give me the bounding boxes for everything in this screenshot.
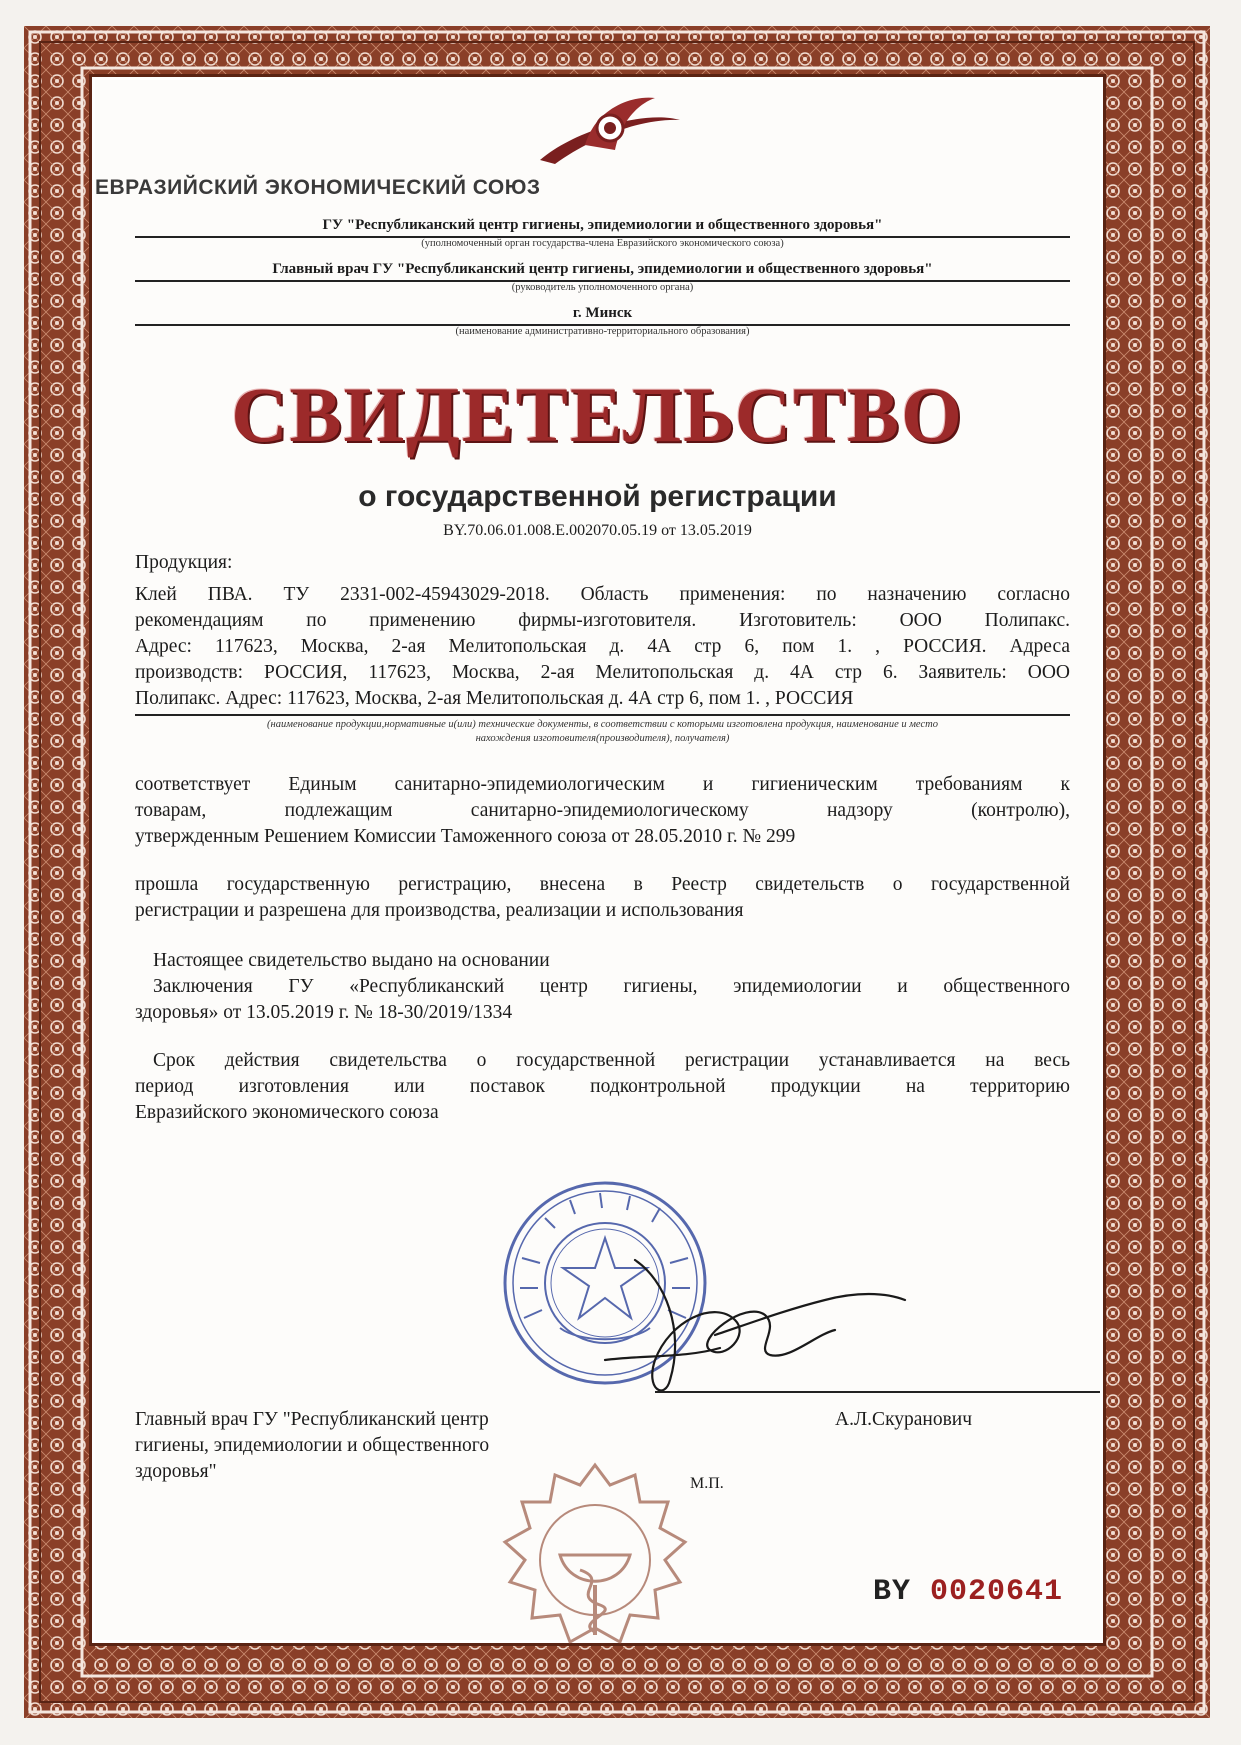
conformity-line: утвержденным Решением Комиссии Таможенного союза от 28.05.2010 г. № 299 [135, 826, 796, 847]
basis-line: Заключения ГУ «Республиканский центр гигиены, эпидемиологии и общественного [153, 976, 1070, 997]
validity-line: период изготовления или поставок подконтрольной продукции на территорию [135, 1076, 1070, 1097]
city: г. Минск [572, 305, 633, 321]
authority-head: Главный врач ГУ "Республиканский центр гигиены, эпидемиологии и общественного здоровья" [272, 261, 933, 277]
product-line: рекомендациям по применению фирмы-изготовителя. Изготовитель: ООО Полипакс. [135, 610, 1070, 631]
signatory-name: А.Л.Скуранович [835, 1409, 973, 1430]
certificate-title: СВИДЕТЕЛЬСТВО [231, 371, 964, 458]
stamp-place: М.П. [690, 1475, 724, 1492]
registration-text [135, 872, 1070, 924]
registration-line: регистрации и разрешена для производства, реализации и использования [135, 900, 744, 921]
product-line: Адрес: 117623, Москва, 2-ая Мелитопольская д. 4А стр 6, пом 1. , РОССИЯ. Адреса [135, 636, 1070, 657]
head-caption: (руководитель уполномоченного органа) [511, 282, 694, 293]
signatory-position-line: гигиены, эпидемиологии и общественного [135, 1435, 490, 1456]
signature-icon [595, 1240, 915, 1410]
product-caption-line: (наименование продукции,нормативные и(или) технические документы, в соответствии с которыми изготовлена продукция, наименование и место [267, 719, 938, 730]
serial-digits: 0020641 [930, 1575, 1064, 1609]
signatory-position-line: здоровья" [135, 1461, 217, 1482]
product-rule [135, 714, 1070, 716]
validity-line: Евразийского экономического союза [135, 1102, 439, 1123]
certificate-subtitle: о государственной регистрации [358, 480, 837, 513]
serial-number [873, 1575, 1063, 1609]
product-line: Клей ПВА. ТУ 2331-002-45943029-2018. Область применения: по назначению согласно [135, 584, 1070, 605]
product-caption [135, 718, 1070, 746]
basis-text [135, 948, 1070, 1026]
hologram-seal-icon [480, 1460, 710, 1650]
eaeu-logo [535, 90, 685, 168]
validity-line: Срок действия свидетельства о государственной регистрации устанавливается на весь [153, 1050, 1070, 1071]
conformity-line: соответствует Единым санитарно-эпидемиологическим и гигиеническим требованиям к [135, 774, 1070, 795]
basis-line: здоровья» от 13.05.2019 г. № 18-30/2019/1334 [135, 1002, 513, 1023]
authority-caption: (уполномоченный орган государства-члена Евразийского экономического союза) [421, 238, 784, 249]
union-name: ЕВРАЗИЙСКИЙ ЭКОНОМИЧЕСКИЙ СОЮЗ [95, 176, 541, 199]
conformity-text [135, 772, 1070, 850]
product-label: Продукция: [135, 552, 233, 573]
city-caption: (наименование административно-территориального образования) [455, 326, 750, 337]
registration-number: BY.70.06.01.008.E.002070.05.19 от 13.05.2019 [443, 522, 752, 539]
product-line: производств: РОССИЯ, 117623, Москва, 2-ая Мелитопольская д. 4А стр 6. Заявитель: ООО [135, 662, 1070, 683]
serial-prefix: BY [873, 1575, 912, 1609]
basis-line: Настоящее свидетельство выдано на основании [153, 950, 550, 971]
certificate-paper [95, 80, 1100, 1640]
authority-name: ГУ "Республиканский центр гигиены, эпидемиологии и общественного здоровья" [322, 217, 883, 233]
signatory-position [135, 1407, 489, 1485]
validity-text [135, 1048, 1070, 1126]
conformity-line: товарам, подлежащим санитарно-эпидемиологическому надзору (контролю), [135, 800, 1070, 821]
product-caption-line: нахождения изготовителя(производителя), получателя) [475, 733, 730, 744]
product-line: Полипакс. Адрес: 117623, Москва, 2-ая Мелитопольская д. 4А стр 6, пом 1. , РОССИЯ [135, 688, 854, 709]
signature-rule [655, 1391, 1100, 1393]
product-description [135, 582, 1070, 712]
registration-line: прошла государственную регистрацию, внесена в Реестр свидетельств о государственной [135, 874, 1070, 895]
signatory-position-line: Главный врач ГУ "Республиканский центр [135, 1409, 489, 1430]
